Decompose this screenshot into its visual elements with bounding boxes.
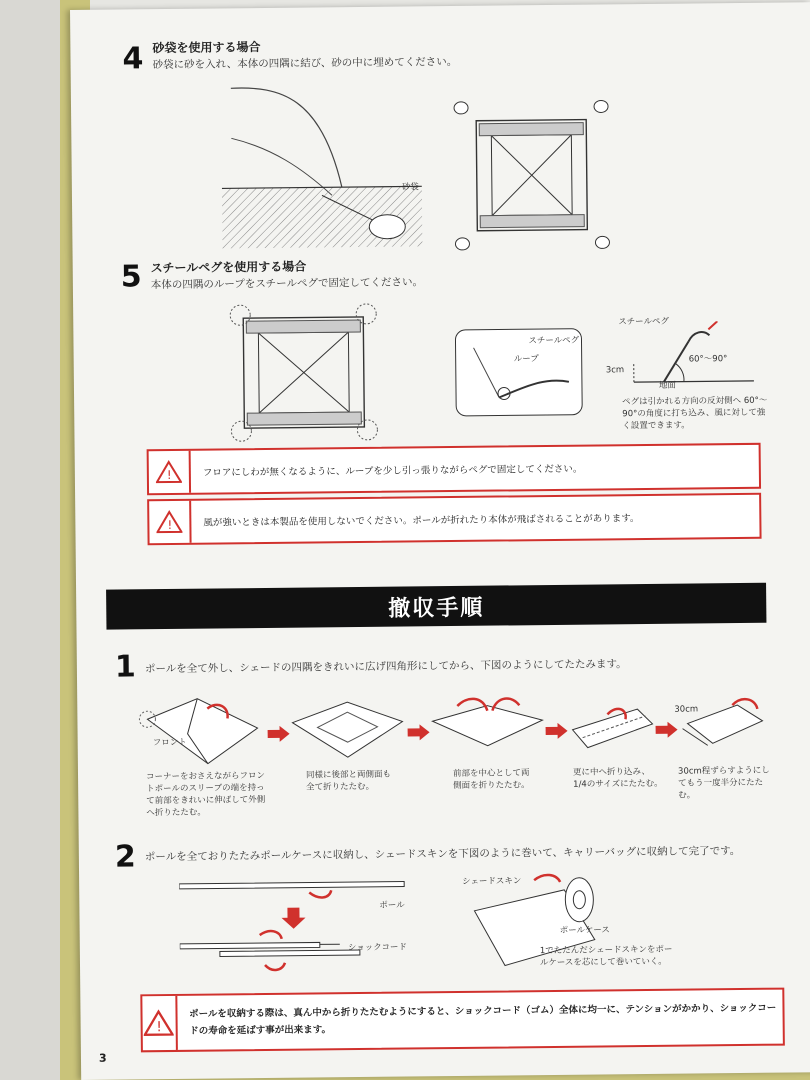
warning-text-wind: 風が強いときは本製品を使用しないでください。ポールが折れたり本体が飛ばされることがあります。: [203, 513, 640, 529]
step5-number: 5: [120, 259, 142, 295]
fold-caption-4: 更に中へ折り込み、1/4のサイズにたたむ。: [572, 766, 663, 790]
fold-caption-1: コーナーをおさえながらフロントポールのスリーブの端を持って前部をきれいに伸ばして外側へ折りたたむ。: [145, 770, 266, 819]
label-steelpeg-detail: スチールペグ: [528, 335, 580, 347]
fold-caption-5: 30cm程ずらすようにしてもう一度半分にたたむ。: [677, 765, 770, 801]
step4-heading: 砂袋を使用する場合: [152, 40, 261, 56]
teardown1-number: 1: [114, 649, 136, 685]
label-30cm: 30cm: [674, 704, 699, 715]
peg-note: ペグは引かれる方向の反対側へ 60°〜90°の角度に打ち込み、風に対して強く設置できます。: [622, 395, 768, 432]
arrow-right-icon: [268, 726, 290, 742]
fold-step-5: [677, 693, 768, 754]
shade-topview-sandbag: [451, 94, 613, 256]
fold-caption-3: 前部を中心として両側面を折りたたむ。: [452, 768, 530, 792]
teardown1-text: ポールを全て外し、シェードの四隅をきれいに広げ四角形にしてから、下図のようにしてたたみます。: [144, 658, 627, 676]
sandbag-illustration: [221, 76, 423, 258]
label-angle: 60°〜90°: [688, 354, 728, 365]
label-ground: 地面: [658, 380, 677, 391]
background-left-page: [0, 0, 60, 1080]
teardown2-text: ポールを全ておりたたみポールケースに収納し、シェードスキンを下図のように巻いて、キャリーバッグに収納して完了です。: [144, 845, 741, 864]
fold-step-2: [287, 697, 408, 768]
step5-heading: スチールペグを使用する場合: [150, 259, 307, 276]
svg-text:!: !: [166, 467, 172, 483]
fold-step-1: [137, 688, 268, 769]
step5-text: 本体の四隅のループをスチールペグで固定してください。: [150, 276, 423, 292]
instruction-sheet: [70, 2, 810, 1080]
fold-step-3: [427, 690, 548, 761]
warning-box-floor: [147, 443, 761, 495]
teardown2-number: 2: [114, 839, 136, 875]
warning-icon: [142, 996, 177, 1050]
label-pole: ポール: [379, 900, 405, 911]
shade-topview-peg: [228, 302, 379, 444]
fold-caption-2: 同様に後部と両側面も全て折りたたむ。: [305, 769, 392, 793]
label-sandbag: 砂袋: [401, 182, 419, 193]
label-depth: 3cm: [605, 365, 625, 376]
arrow-right-icon: [655, 722, 677, 738]
warning-box-pole: [140, 988, 785, 1053]
warning-icon: [149, 501, 191, 543]
page-number: 3: [98, 1051, 107, 1065]
label-shockcord: ショックコード: [347, 942, 408, 954]
svg-text:!: !: [167, 517, 173, 533]
warning-text-floor: フロアにしわが無くなるように、ループを少し引っ張りながらペグで固定してください。: [202, 463, 583, 479]
arrow-right-icon: [545, 723, 567, 739]
warning-text-pole: ポールを収納する際は、真ん中から折りたたむようにすると、ショックコード（ゴム）全体に均一に、テンションがかかり、ショックコードの寿命を延ばす事が出来ます。: [189, 1002, 777, 1037]
label-front: フロント: [152, 737, 187, 749]
step4-text: 砂袋に砂を入れ、本体の四隅に結び、砂の中に埋めてください。: [152, 55, 458, 72]
arrow-right-icon: [408, 724, 430, 740]
svg-text:!: !: [156, 1019, 163, 1036]
pole-fold-diagram: [179, 871, 420, 984]
warning-icon: [149, 451, 191, 493]
label-polecase: ポールケース: [559, 925, 610, 936]
warning-box-wind: [147, 493, 761, 545]
label-steelpeg-angle: スチールペグ: [618, 316, 670, 328]
step4-number: 4: [122, 41, 144, 77]
fold-step-4: [567, 699, 658, 755]
label-shadeskin: シェードスキン: [462, 876, 522, 887]
roll-caption: 1でたたんだシェードスキンをポールケースを芯にして巻いていく。: [539, 944, 673, 969]
section-banner-teardown: 撤収手順: [106, 583, 766, 630]
label-loop: ループ: [513, 354, 539, 365]
